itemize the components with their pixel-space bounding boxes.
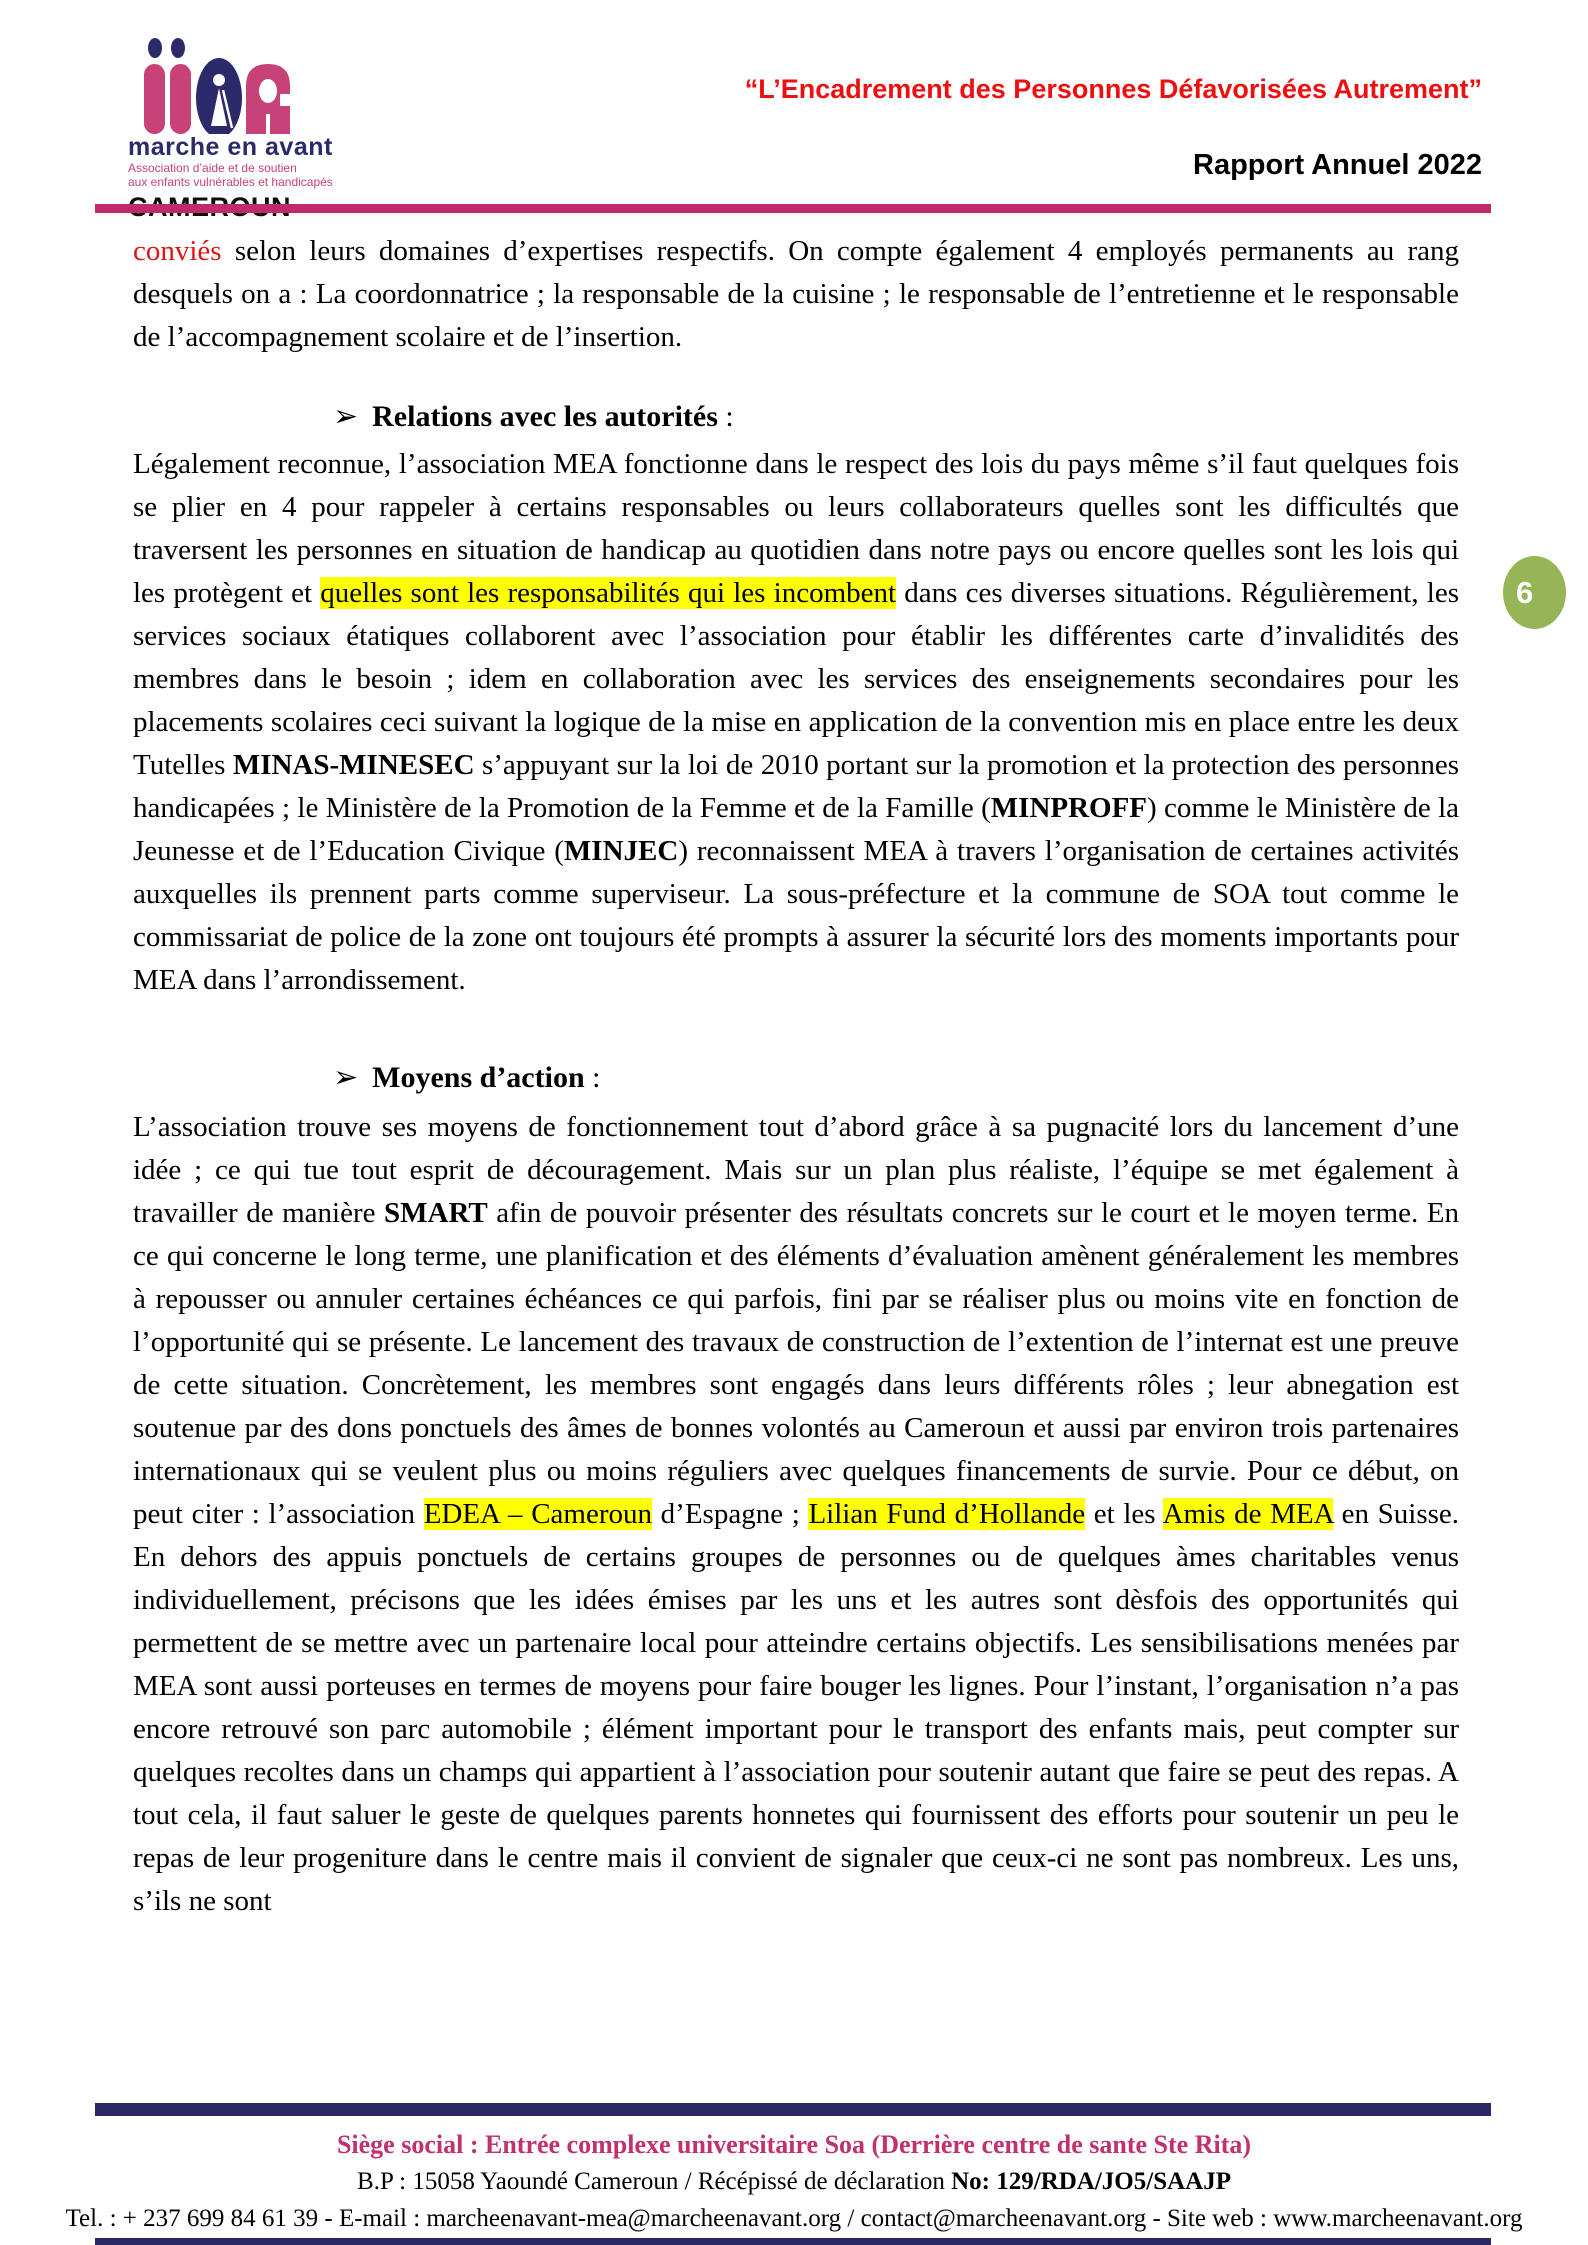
heading-label: Moyens d’action (372, 1061, 585, 1094)
org-logo-block (128, 36, 428, 223)
footer-bp: B.P : 15058 Yaoundé Cameroun / Récépissé de déclaration (357, 2168, 952, 2195)
footer-top-bar (95, 2103, 1491, 2116)
text-run-hl: Lilian Fund d’Hollande (808, 1498, 1086, 1530)
heading-colon: : (717, 400, 734, 433)
heading-colon: : (584, 1061, 601, 1094)
heading-moyens-action (133, 1056, 1459, 1099)
paragraph-relations-autorites (133, 443, 1459, 1002)
text-run: en Suisse. En dehors des appuis ponctuels de certains groupes de personnes ou de quelques àmes charitables venus individuellement, précisons que les idées émises par les uns et les autres sont dèsfois des opportunités qui permettent de se mettre avec un partenaire local pour atteindre certains objectifs. Les sensibilisations menées par MEA sont aussi porteuses en termes de moyens pour faire bouger les lignes. Pour l’instant, l’organisation n’a pas encore retrouvé son parc automobile ; élément important pour le transport des enfants mais, peut compter sur quelques recoltes dans un champs qui appartient à l’association pour soutenir autant que faire se peut des repas. A tout cela, il faut saluer le geste de quelques parents honnetes qui fournissent des efforts pour soutenir un peu le repas de leur progeniture dans le centre mais il convient de signaler que ceux-ci ne sont pas nombreux. Les uns, s’ils ne sont (133, 1498, 1460, 1917)
text-run-hl: EDEA – Cameroun (423, 1498, 653, 1530)
text-run: ) comme le Ministère de la Jeunesse et de l’Education Civique ( (133, 792, 1459, 867)
org-tagline-line1: Association d’aide et de soutien (128, 161, 297, 175)
org-slogan: “L’Encadrement des Personnes Défavorisées Autrement” (744, 74, 1482, 104)
footer-registration (40, 2163, 1548, 2200)
paragraph-moyens-action (133, 1106, 1459, 1923)
text-run-b: SMART (384, 1197, 488, 1229)
text-run-red: conviés (133, 235, 222, 267)
paragraph-intro (133, 230, 1459, 359)
text-run: et les (1085, 1498, 1163, 1530)
document-body (133, 230, 1459, 1923)
arrow-bullet-icon: ➢ (333, 400, 359, 433)
text-run: selon leurs domaines d’expertises respectifs. On compte également 4 employés permanents au rang desquels on a : La coordonnatrice ; la responsable de la cuisine ; le responsable de l’entretienne et le responsable de l’accompagnement scolaire et de l’insertion. (133, 235, 1459, 353)
footer-bottom-bar (95, 2238, 1491, 2245)
org-logo-icon (142, 36, 292, 134)
text-run-b: MINPROFF (990, 792, 1148, 824)
text-run: L’association trouve ses moyens de fonctionnement tout d’abord grâce à sa pugnacité lors du lancement d’une idée ; ce qui tue tout esprit de découragement. Mais sur un plan plus réaliste, l’équipe se met également à travailler de manière (133, 1111, 1459, 1229)
footer-declaration-number: No: 129/RDA/JO5/SAAJP (951, 2168, 1231, 2195)
header-right (745, 74, 1482, 182)
heading-relations-autorites (133, 395, 1459, 438)
text-run: ) reconnaissent MEA à travers l’organisation de certaines activités auxquelles ils prennent parts comme superviseur. La sous-préfecture et la commune de SOA tout comme le commissariat de police de la zone ont toujours été prompts à assurer la sécurité lors des moments importants pour MEA dans l’arrondissement. (133, 835, 1459, 996)
page-number: 6 (1516, 574, 1534, 610)
text-run: d’Espagne ; (652, 1498, 809, 1530)
text-run: s’appuyant sur la loi de 2010 portant sur la promotion et la protection des personnes handicapées ; le Ministère de la Promotion de la Femme et de la Famille ( (133, 749, 1459, 824)
report-title: Rapport Annuel 2022 (1193, 149, 1482, 181)
org-name: marche en avant (128, 133, 333, 161)
page-number-badge (1503, 556, 1566, 629)
text-run-b: MINJEC (563, 835, 679, 867)
header-divider (95, 204, 1491, 213)
org-tagline-line2: aux enfants vulnérables et handicapés (128, 175, 333, 189)
text-run: afin de pouvoir présenter des résultats concrets sur le court et le moyen terme. En ce qui concerne le long terme, une planification et des éléments d’évaluation amènent généralement les membres à repousser ou annuler certaines échéances ce qui parfois, fini par se réaliser plus ou moins vite en fonction de l’opportunité qui se présente. Le lancement des travaux de construction de l’extention de l’internat est une preuve de cette situation. Concrètement, les membres sont engagés dans leurs différents rôles ; leur abnegation est soutenue par des dons ponctuels des âmes de bonnes volontés au Cameroun et aussi par environ trois partenaires internationaux qui se veulent plus ou moins réguliers avec quelques financements de survie. Pour ce début, on peut citer : l’association (133, 1197, 1459, 1530)
footer-contact: Tel. : + 237 699 84 61 39 - E-mail : marcheenavant-mea@marcheenavant.org / contact@marcheenavant.org - Site web : www.marcheenavant.org (65, 2205, 1523, 2232)
text-run-hl: Amis de MEA (1162, 1498, 1333, 1530)
text-run-b: MINAS-MINESEC (232, 749, 475, 781)
text-run: Légalement reconnue, l’association MEA fonctionne dans le respect des lois du pays même s’il faut quelques fois se plier en 4 pour rappeler à certains responsables ou leurs collaborateurs quelles sont les difficultés que traversent les personnes en situation de handicap au quotidien dans notre pays ou encore quelles sont les lois qui les protègent et (133, 448, 1459, 609)
arrow-bullet-icon: ➢ (333, 1061, 359, 1094)
text-run: dans ces diverses situations. Régulièrement, les services sociaux étatiques collaborent avec l’association pour établir les différentes carte d’invalidités des membres dans le besoin ; idem en collaboration avec les services des enseignements secondaires pour les placements scolaires ceci suivant la logique de la mise en application de la convention mis en place entre les deux Tutelles (133, 577, 1459, 781)
heading-label: Relations avec les autorités (372, 400, 718, 433)
text-run-hl: quelles sont les responsabilités qui les incombent (320, 577, 897, 609)
footer-address: Siège social : Entrée complexe universitaire Soa (Derrière centre de sante Ste Rita) (336, 2130, 1252, 2159)
footer (40, 2126, 1548, 2238)
